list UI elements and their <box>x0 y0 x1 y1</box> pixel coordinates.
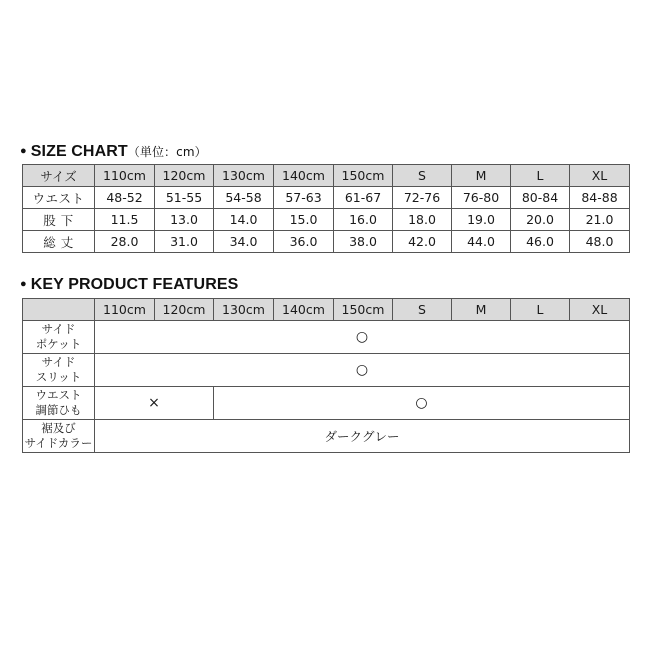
table-cell: 36.0 <box>274 231 334 253</box>
table-cell: 21.0 <box>570 209 630 231</box>
table-cell: 13.0 <box>155 209 214 231</box>
feature-label-line: サイドカラー <box>24 436 93 450</box>
header-cell: 140cm <box>274 299 334 321</box>
header-cell: M <box>452 165 511 187</box>
feature-label-hem-side-color <box>23 420 95 453</box>
table-cell: 19.0 <box>452 209 511 231</box>
table-cell: 61-67 <box>334 187 393 209</box>
table-cell: 42.0 <box>393 231 452 253</box>
table-cell: 15.0 <box>274 209 334 231</box>
table-cell: 38.0 <box>334 231 393 253</box>
row-label-waist: ウエスト <box>23 187 95 209</box>
feature-label-waist-cord <box>23 387 95 420</box>
header-cell: 110cm <box>95 299 155 321</box>
feature-value-rest: ○ <box>214 387 630 420</box>
header-cell: XL <box>570 299 630 321</box>
table-cell: 20.0 <box>511 209 570 231</box>
header-cell: 130cm <box>214 299 274 321</box>
size-chart-table <box>22 164 630 253</box>
feature-label-line: 調節ひも <box>35 403 82 417</box>
table-cell: 54-58 <box>214 187 274 209</box>
table-cell: 80-84 <box>511 187 570 209</box>
feature-label-line: サイド <box>41 322 76 336</box>
table-cell: 34.0 <box>214 231 274 253</box>
feature-label-line: サイド <box>41 355 76 369</box>
header-cell: L <box>511 299 570 321</box>
table-row <box>23 231 630 253</box>
header-cell: 110cm <box>95 165 155 187</box>
table-cell: 76-80 <box>452 187 511 209</box>
table-cell: 31.0 <box>155 231 214 253</box>
header-cell: L <box>511 165 570 187</box>
feature-label-side-pocket <box>23 321 95 354</box>
header-cell: M <box>452 299 511 321</box>
size-chart-title-text: SIZE CHART <box>30 143 128 160</box>
table-cell: 11.5 <box>95 209 155 231</box>
header-cell: 120cm <box>155 165 214 187</box>
header-cell: XL <box>570 165 630 187</box>
feature-value-color: ダークグレー <box>95 420 630 453</box>
table-cell: 28.0 <box>95 231 155 253</box>
header-cell: S <box>393 299 452 321</box>
table-cell: 14.0 <box>214 209 274 231</box>
table-row <box>23 321 630 354</box>
row-label-total-length: 総 丈 <box>23 231 95 253</box>
features-title <box>20 276 238 294</box>
header-cell: 140cm <box>274 165 334 187</box>
table-cell: 84-88 <box>570 187 630 209</box>
feature-label-line: ポケット <box>35 337 82 351</box>
header-cell: 150cm <box>334 299 393 321</box>
feature-value: ○ <box>95 321 630 354</box>
bullet-icon: ● <box>20 145 27 157</box>
features-title-text: KEY PRODUCT FEATURES <box>30 276 239 293</box>
header-cell: サイズ <box>23 165 95 187</box>
row-label-inseam: 股 下 <box>23 209 95 231</box>
table-row <box>23 354 630 387</box>
size-chart-unit: （単位：cm） <box>127 145 207 159</box>
header-cell: 150cm <box>334 165 393 187</box>
feature-value: ○ <box>95 354 630 387</box>
feature-label-line: 裾及び <box>41 421 76 435</box>
table-cell: 46.0 <box>511 231 570 253</box>
table-cell: 48-52 <box>95 187 155 209</box>
feature-label-line: ウエスト <box>35 388 82 402</box>
table-row <box>23 209 630 231</box>
table-cell: 57-63 <box>274 187 334 209</box>
feature-value-kids-small: × <box>95 387 214 420</box>
feature-label-side-slit <box>23 354 95 387</box>
table-cell: 18.0 <box>393 209 452 231</box>
bullet-icon: ● <box>20 278 27 290</box>
feature-label-line: スリット <box>35 370 82 384</box>
table-row <box>23 187 630 209</box>
table-cell: 48.0 <box>570 231 630 253</box>
table-cell: 51-55 <box>155 187 214 209</box>
table-row <box>23 387 630 420</box>
table-row <box>23 420 630 453</box>
table-cell: 16.0 <box>334 209 393 231</box>
header-cell: 130cm <box>214 165 274 187</box>
features-table <box>22 298 630 453</box>
header-cell: 120cm <box>155 299 214 321</box>
size-chart-header-row <box>23 165 630 187</box>
header-cell <box>23 299 95 321</box>
table-cell: 44.0 <box>452 231 511 253</box>
header-cell: S <box>393 165 452 187</box>
table-cell: 72-76 <box>393 187 452 209</box>
size-chart-title <box>20 143 207 161</box>
features-header-row <box>23 299 630 321</box>
